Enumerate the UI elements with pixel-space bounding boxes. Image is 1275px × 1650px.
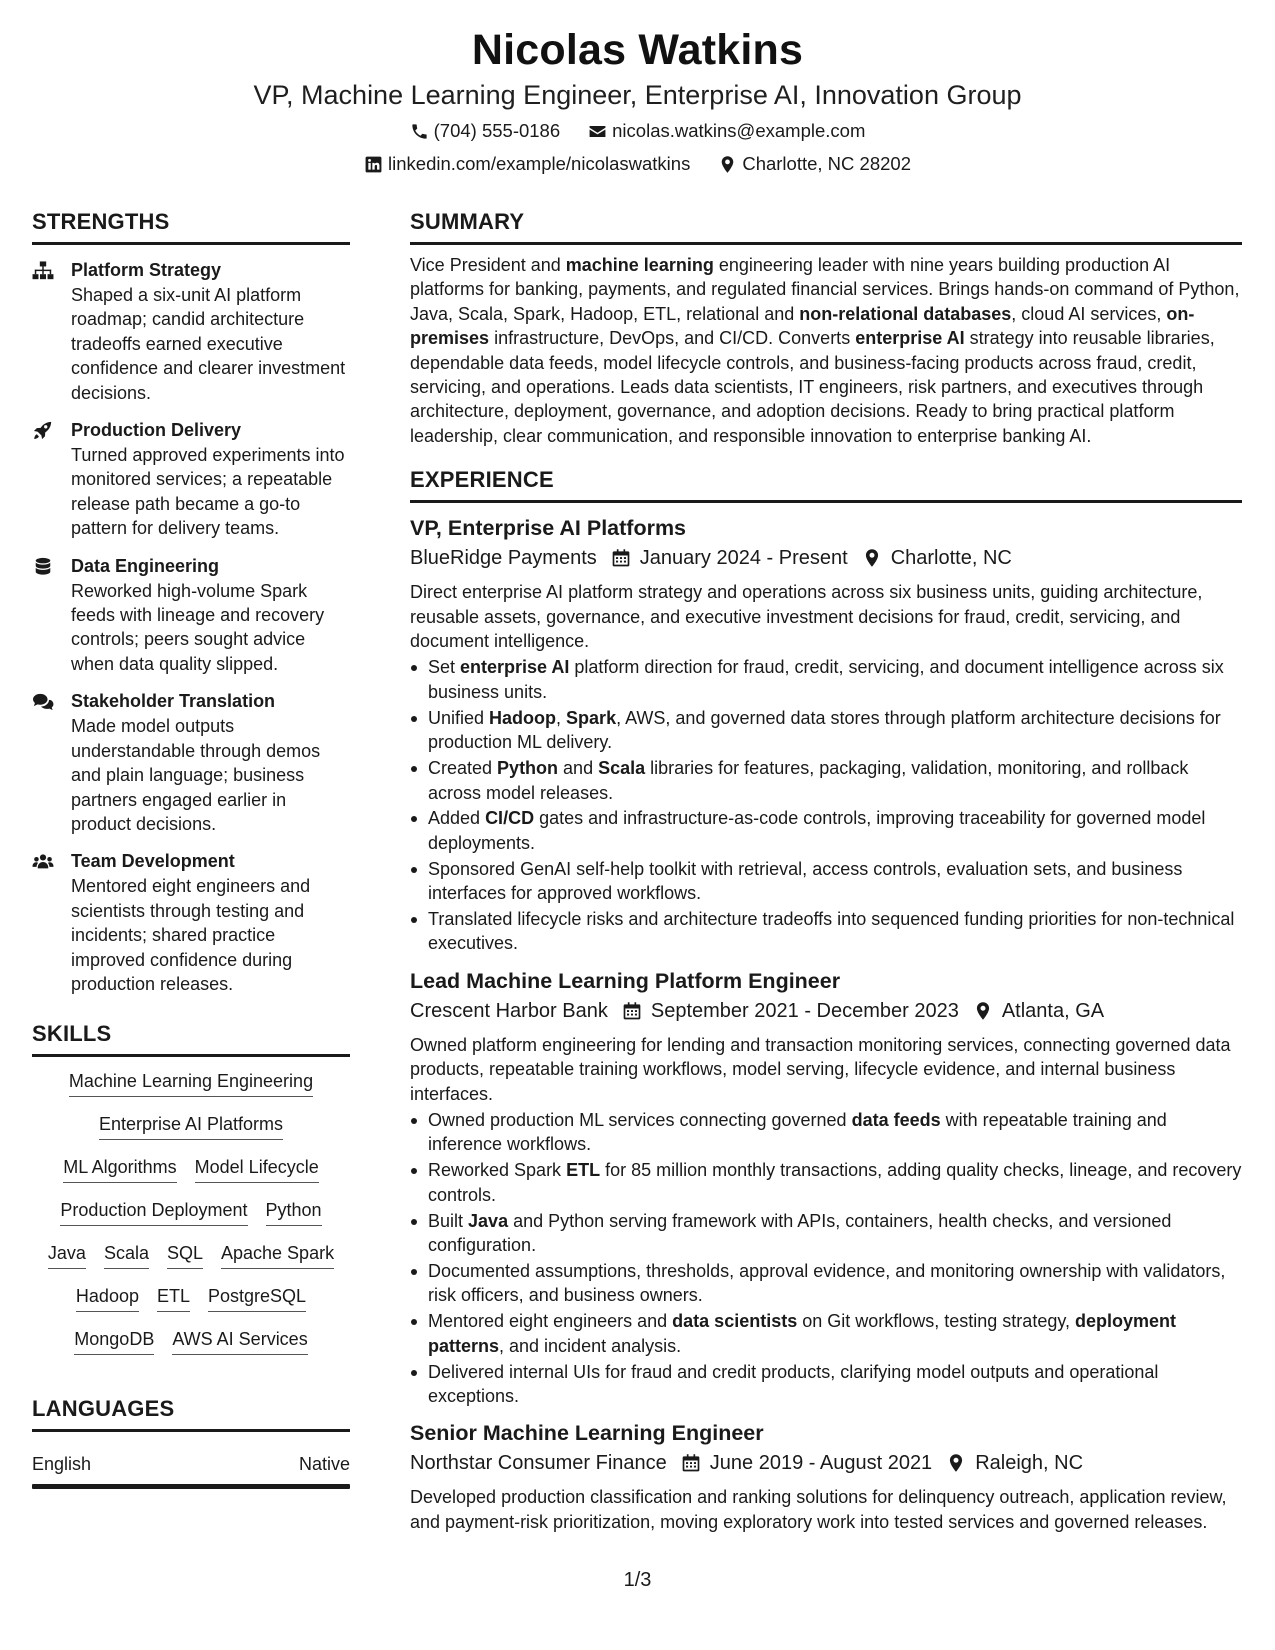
strength-title: Production Delivery — [71, 420, 242, 441]
bold-keyword: Java — [468, 1210, 509, 1231]
text-run: and — [558, 758, 599, 779]
skill-row — [32, 1327, 350, 1355]
skill-tag: Enterprise AI Platforms — [99, 1112, 283, 1140]
text-run: Sponsored GenAI self-help toolkit with retrieval, access controls, evaluation sets, and business interfaces for approved workflows. — [428, 858, 1183, 904]
candidate-title: VP, Machine Learning Engineer, Enterprise AI, Innovation Group — [253, 80, 1022, 110]
bold-keyword: Scala — [598, 758, 646, 779]
skill-tag: Java — [48, 1241, 86, 1269]
map-marker-icon — [973, 1001, 993, 1021]
summary-text — [410, 253, 1242, 448]
job-location: Charlotte, NC — [890, 547, 1012, 570]
text-run: , cloud AI services, — [1011, 303, 1167, 324]
bold-keyword: data feeds — [851, 1110, 941, 1131]
text-run: Created — [428, 758, 498, 779]
skills-heading: SKILLS — [32, 1020, 350, 1057]
skill-row — [32, 1241, 350, 1269]
bullet-item — [410, 857, 1242, 906]
job-title: VP, Enterprise AI Platforms — [410, 516, 687, 541]
bold-keyword: enterprise AI — [855, 328, 965, 349]
text-run: strategy into reusable libraries, dependable data feeds, model lifecycle controls, and business-facing products across fraud, credit, servicing, and operations. Leads data scientists, IT engineers, risk partners, and executives through architecture, deployment, governance, and adoption decisions. Ready to bring practical platform leadership, clear communication, and responsible innovation to enterprise banking AI. — [410, 328, 1215, 446]
strength-desc: Shaped a six-unit AI platform roadmap; candid architecture tradeoffs earned executive confidence and clearer investment decisions. — [71, 285, 346, 403]
job-title: Lead Machine Learning Platform Engineer — [410, 968, 841, 993]
text-run: Owned production ML services connecting governed — [428, 1110, 852, 1131]
skill-row — [32, 1198, 350, 1226]
text-run: Vice President and — [410, 255, 566, 275]
strength-title: Stakeholder Translation — [71, 691, 276, 712]
bullet-item — [410, 907, 1242, 956]
strength-item — [32, 688, 350, 836]
linkedin-contact — [364, 149, 690, 179]
language-proficiency-bar — [32, 1484, 350, 1489]
text-run: Set — [428, 657, 461, 678]
skill-tag: Python — [266, 1198, 322, 1226]
skill-tag: MongoDB — [74, 1327, 154, 1355]
bold-keyword: deployment patterns — [428, 1311, 1177, 1356]
text-run: on Git workflows, testing strategy, — [797, 1311, 1076, 1332]
strength-item — [32, 553, 350, 677]
users-icon — [32, 852, 54, 872]
contact-row-2 — [0, 149, 1275, 179]
bold-keyword: data scientists — [672, 1311, 798, 1332]
skills-list — [32, 1069, 350, 1355]
bullet-item — [410, 806, 1242, 855]
text-run: and Python serving framework with APIs, containers, health checks, and versioned configuration. — [428, 1210, 1172, 1256]
bold-keyword: CI/CD — [485, 808, 535, 829]
job-meta — [410, 1448, 1242, 1478]
comments-icon — [32, 692, 54, 712]
bold-keyword: Spark — [566, 707, 617, 728]
strength-title: Data Engineering — [71, 555, 220, 576]
contact-row-1 — [0, 116, 1275, 146]
skill-tag: Apache Spark — [221, 1241, 334, 1269]
job-location: Atlanta, GA — [1001, 999, 1105, 1022]
job-entry — [410, 966, 1242, 1409]
bold-keyword: non-relational databases — [799, 303, 1012, 324]
text-run: , and incident analysis. — [499, 1335, 682, 1356]
bold-keyword: machine learning — [565, 255, 714, 275]
strength-desc: Made model outputs understandable through demos and plain language; business partners engaged earlier in product decisions. — [71, 716, 321, 834]
text-run: , — [556, 707, 567, 728]
text-run: Unified — [428, 707, 490, 728]
text-run: Added — [428, 808, 486, 829]
bold-keyword: enterprise AI — [460, 657, 570, 678]
company-name: BlueRidge Payments — [410, 547, 597, 570]
job-dates: January 2024 - Present — [639, 547, 848, 570]
text-run: engineering leader with nine years building production AI platforms for banking, payments, and regulated financial services. Brings hands-on command of Python, Java, Scala, Spark, Hadoop, ETL, relational and — [410, 255, 1240, 324]
bullet-item — [410, 1360, 1242, 1409]
text-run: Translated lifecycle risks and architecture tradeoffs into sequenced funding priorities for non-technical executives. — [428, 909, 1235, 954]
rocket-icon — [32, 421, 54, 441]
candidate-name: Nicolas Watkins — [471, 26, 804, 74]
strengths-heading: STRENGTHS — [32, 208, 350, 245]
experience-list — [410, 513, 1242, 1534]
job-entry — [410, 513, 1242, 956]
job-entry — [410, 1418, 1242, 1534]
job-location: Raleigh, NC — [975, 1452, 1084, 1475]
strength-item — [32, 417, 350, 541]
skill-tag: Hadoop — [76, 1284, 139, 1312]
bold-keyword: Python — [497, 758, 559, 779]
linkedin-icon — [364, 155, 383, 174]
sitemap-icon — [32, 261, 54, 281]
bold-keyword: ETL — [566, 1160, 601, 1181]
linkedin-url[interactable]: linkedin.com/example/nicolaswatkins — [388, 153, 691, 174]
database-icon — [32, 557, 54, 577]
language-level: Native — [298, 1454, 350, 1475]
text-run: libraries for features, packaging, validation, monitoring, and rollback across model releases. — [428, 758, 1189, 803]
skill-tag: Scala — [104, 1241, 149, 1269]
strength-desc: Reworked high-volume Spark feeds with lineage and recovery controls; peers sought advice when data quality slipped. — [71, 580, 325, 674]
skill-row — [32, 1155, 350, 1183]
calendar-icon — [622, 1001, 642, 1021]
skill-row — [32, 1284, 350, 1312]
job-description: Developed production classification and ranking solutions for delinquency outreach, application review, and payment-risk prioritization, moving exploratory work into tested services and governed releases. — [410, 1487, 1227, 1532]
bullet-item — [410, 1209, 1242, 1258]
calendar-icon — [681, 1453, 701, 1473]
right-column — [410, 208, 1242, 1534]
phone-contact — [410, 116, 561, 146]
text-run: Reworked Spark — [428, 1160, 567, 1181]
company-name: Crescent Harbor Bank — [410, 999, 608, 1022]
map-marker-icon — [718, 155, 737, 174]
email-contact — [588, 116, 865, 146]
bullet-item — [410, 706, 1242, 755]
text-run: Documented assumptions, thresholds, approval evidence, and monitoring ownership with validators, risk officers, and business owners. — [428, 1261, 1226, 1306]
strength-item — [32, 848, 350, 996]
job-bullets — [410, 655, 1242, 955]
location-text: Charlotte, NC 28202 — [742, 153, 911, 174]
bold-keyword: on-premises — [410, 303, 1195, 349]
bold-keyword: Hadoop — [489, 707, 557, 728]
text-run: infrastructure, DevOps, and CI/CD. Converts — [489, 328, 856, 349]
calendar-icon — [611, 548, 631, 568]
page-number: 1/3 — [623, 1569, 652, 1591]
text-run: gates and infrastructure-as-code controls, improving traceability for governed model deployments. — [428, 808, 1206, 853]
bullet-item — [410, 1309, 1242, 1358]
skill-tag: Model Lifecycle — [195, 1155, 319, 1183]
text-run: , AWS, and governed data stores through platform architecture decisions for production ML delivery. — [428, 707, 1221, 753]
envelope-icon — [588, 122, 607, 141]
strength-title: Team Development — [71, 851, 235, 872]
resume-header — [0, 22, 1275, 179]
language-item — [32, 1452, 350, 1476]
text-run: Built — [428, 1210, 469, 1231]
strength-title: Platform Strategy — [71, 260, 222, 280]
text-run: Mentored eight engineers and — [428, 1311, 673, 1332]
strength-desc: Turned approved experiments into monitored services; a repeatable release path became a go-to pattern for delivery teams. — [71, 445, 345, 539]
skill-tag: SQL — [167, 1241, 203, 1269]
skill-tag: PostgreSQL — [208, 1284, 306, 1312]
bullet-item — [410, 1259, 1242, 1308]
bullet-item — [410, 756, 1242, 805]
job-description: Direct enterprise AI platform strategy and operations across six business units, guiding architecture, reusable assets, governance, and executive investment decisions for fraud, credit, servicing, and document intelligence. — [410, 582, 1203, 652]
language-name: English — [32, 1454, 92, 1475]
map-marker-icon — [862, 548, 882, 568]
skill-tag: Machine Learning Engineering — [69, 1069, 313, 1097]
summary-heading: SUMMARY — [410, 208, 1242, 245]
job-dates: September 2021 - December 2023 — [650, 999, 959, 1022]
skill-row — [32, 1112, 350, 1140]
bullet-item — [410, 1108, 1242, 1157]
left-column — [32, 208, 350, 1489]
text-run: for 85 million monthly transactions, adding quality checks, lineage, and recovery controls. — [428, 1160, 1242, 1205]
strength-item — [32, 257, 350, 405]
job-description: Owned platform engineering for lending and transaction monitoring services, connecting governed data products, repeatable training workflows, model serving, lifecycle evidence, and internal business interfaces. — [410, 1034, 1231, 1104]
text-run: Delivered internal UIs for fraud and credit products, clarifying model outputs and operational exceptions. — [428, 1361, 1159, 1407]
skill-tag: AWS AI Services — [172, 1327, 307, 1355]
text-run: with repeatable training and inference workflows. — [428, 1110, 1167, 1155]
job-meta — [410, 543, 1242, 573]
skill-row — [32, 1069, 350, 1097]
location-contact — [718, 149, 911, 179]
bullet-item — [410, 655, 1242, 704]
job-meta — [410, 996, 1242, 1026]
company-name: Northstar Consumer Finance — [410, 1452, 667, 1475]
text-run: platform direction for fraud, credit, servicing, and document intelligence across six business units. — [428, 657, 1224, 702]
skill-tag: ML Algorithms — [63, 1155, 176, 1183]
skill-tag: Production Deployment — [60, 1198, 247, 1226]
languages-heading: LANGUAGES — [32, 1395, 350, 1432]
job-title: Senior Machine Learning Engineer — [410, 1421, 764, 1446]
phone-number[interactable]: (704) 555-0186 — [433, 120, 561, 141]
skill-tag: ETL — [157, 1284, 190, 1312]
experience-heading: EXPERIENCE — [410, 466, 1242, 503]
job-dates: June 2019 - August 2021 — [709, 1452, 933, 1475]
bullet-item — [410, 1158, 1242, 1207]
strength-desc: Mentored eight engineers and scientists through testing and incidents; shared practice improved confidence during production releases. — [71, 876, 311, 994]
job-bullets — [410, 1108, 1242, 1408]
map-marker-icon — [946, 1453, 966, 1473]
phone-icon — [410, 122, 429, 141]
email-address[interactable]: nicolas.watkins@example.com — [612, 120, 866, 141]
